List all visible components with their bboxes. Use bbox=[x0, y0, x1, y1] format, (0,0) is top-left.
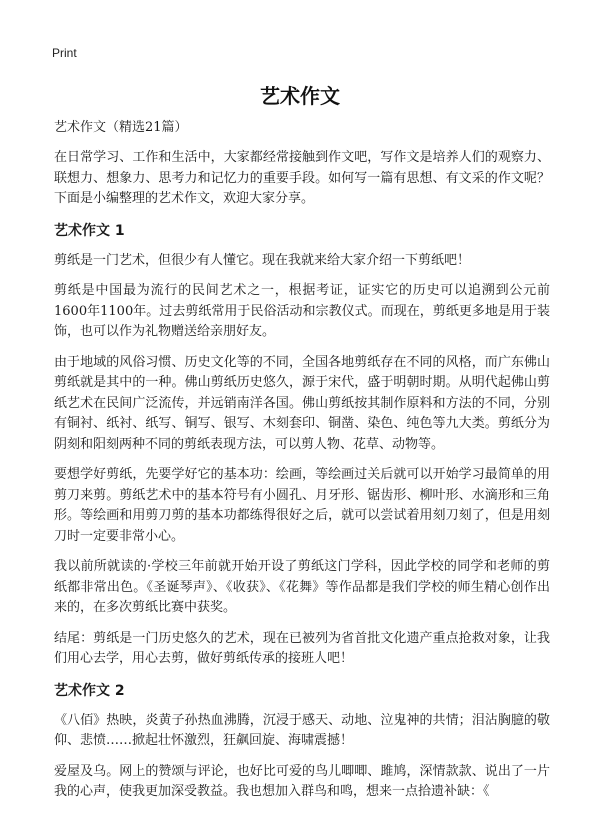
print-label: Print bbox=[52, 46, 77, 60]
document-subtitle: 艺术作文（精选21篇） bbox=[54, 120, 188, 135]
section-heading-2: 艺术作文 2 bbox=[54, 682, 125, 699]
section-1-paragraph-2: 剪纸是中国最为流行的民间艺术之一，根据考证，证实它的历史可以追溯到公元前1600年1100年。过去剪纸常用于民俗活动和宗教仪式。而现在，剪纸更多地是用于装饰，也可以作为礼物赠送给亲朋好友。 bbox=[54, 283, 550, 339]
section-2-paragraph-2: 爱屋及乌。网上的赞颂与评论，也好比可爱的鸟儿唧唧、雎鸠，深情款款、说出了一片我的心声，使我更加深受教益。我也想加入群鸟和鸣，想来一点拾遗补缺：《 bbox=[54, 763, 550, 799]
section-1-paragraph-5: 我以前所就读的·学校三年前就开始开设了剪纸这门学科，因此学校的同学和老师的剪纸都非常出色。《圣诞琴声》、《收获》、《花舞》等作品都是我们学校的师生精心创作出来的，在多次剪纸比赛中获奖。 bbox=[54, 559, 550, 615]
section-1-paragraph-4: 要想学好剪纸，先要学好它的基本功：绘画，等绘画过关后就可以开始学习最简单的用剪刀来剪。剪纸艺术中的基本符号有小圆孔、月牙形、锯齿形、柳叶形、水滴形和三角形。等绘画和用剪刀剪的基本功都练得很好之后，就可以尝试着用刻刀刻了，但是用刻刀时一定要非常小心。 bbox=[54, 467, 550, 544]
section-2-paragraph-1: 《八佰》热映，炎黄子孙热血沸腾，沉浸于感天、动地、泣鬼神的共情；泪沾胸臆的敬仰、悲愤……掀起壮怀激烈，狂飙回旋、海啸震撼！ bbox=[54, 712, 550, 748]
section-1-paragraph-1: 剪纸是一门艺术，但很少有人懂它。现在我就来给大家介绍一下剪纸吧！ bbox=[54, 252, 471, 268]
document-body bbox=[54, 118, 550, 813]
section-1-paragraph-6: 结尾：剪纸是一门历史悠久的艺术，现在已被列为省首批文化遗产重点抢救对象，让我们用心去学，用心去剪，做好剪纸传承的接班人吧！ bbox=[54, 630, 550, 666]
intro-paragraph: 在日常学习、工作和生活中，大家都经常接触到作文吧，写作文是培养人们的观察力、联想力、想象力、思考力和记忆力的重要手段。如何写一篇有思想、有文采的作文呢？下面是小编整理的艺术作文，欢迎大家分享。 bbox=[54, 150, 550, 206]
document-title: 艺术作文 bbox=[260, 84, 340, 108]
section-heading-1: 艺术作文 1 bbox=[54, 222, 125, 239]
section-1-paragraph-3: 由于地域的风俗习惯、历史文化等的不同，全国各地剪纸存在不同的风格，而广东佛山剪纸就是其中的一种。佛山剪纸历史悠久，源于宋代，盛于明朝时期。从明代起佛山剪纸艺术在民间广泛流传，并远销南洋各国。佛山剪纸按其制作原料和方法的不同，分别有铜衬、纸衬、纸写、铜写、银写、木刻套印、铜凿、染色、纯色等九大类。剪纸分为阴刻和阳刻两种不同的剪纸表现方法，可以剪人物、花草、动物等。 bbox=[54, 354, 550, 452]
